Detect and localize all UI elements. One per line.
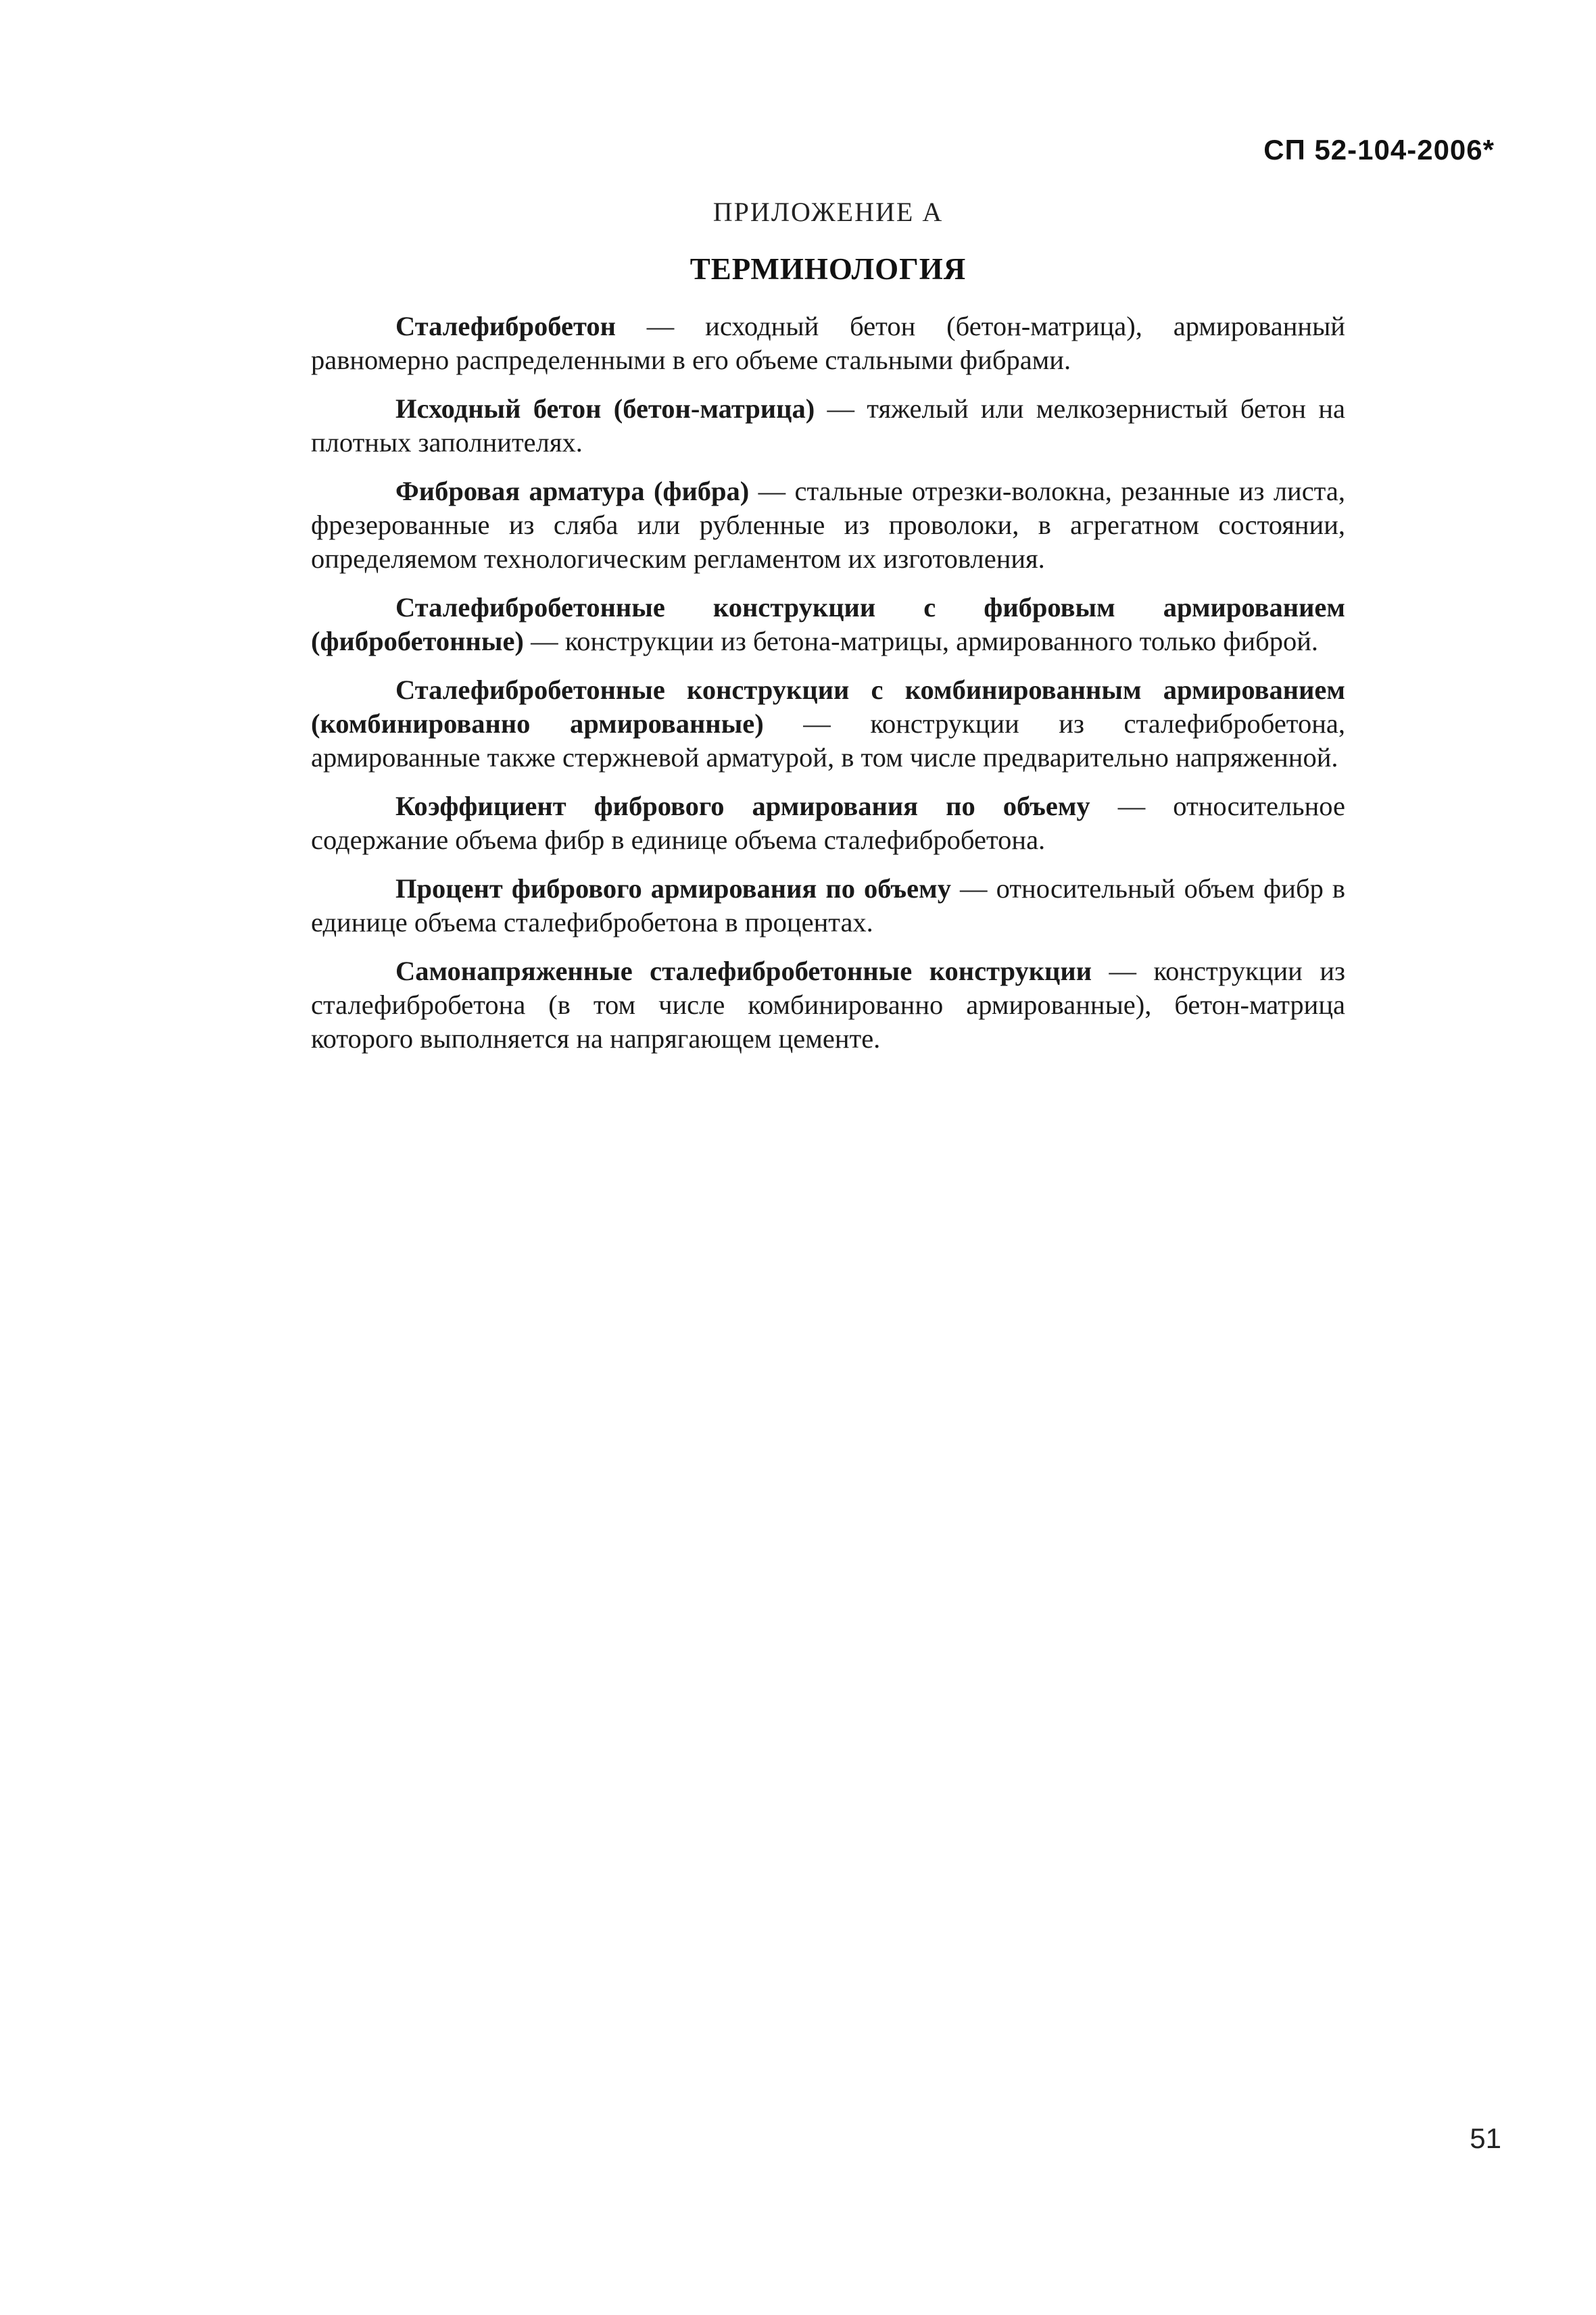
term-definition: — стальные отрезки-волокна, резанные из листа, фрезерованные из сляба или рубленные из проволоки, в агрегатном состоянии, определяемом технологическим регламентом их изготовления. — [311, 476, 1345, 574]
term-name: Сталефибробетонные конструкции с комбинированным армированием (комбинированно армированные) — [311, 675, 1345, 739]
term-entry — [311, 392, 1345, 460]
term-name: Процент фибрового армирования по объему — [395, 873, 951, 904]
term-name: Коэффициент фибрового армирования по объему — [395, 791, 1090, 821]
term-name: Фибровая арматура (фибра) — [395, 476, 750, 506]
section-title: ТЕРМИНОЛОГИЯ — [690, 252, 967, 286]
term-entry — [311, 872, 1345, 940]
term-entry — [311, 673, 1345, 775]
term-definition: — конструкции из сталефибробетона (в том числе комбинированно армированные), бетон-матрица которого выполняется на напрягающем цементе. — [311, 956, 1345, 1054]
page-number: 51 — [1470, 2122, 1501, 2154]
appendix-label: ПРИЛОЖЕНИЕ А — [712, 197, 944, 227]
term-definition: — исходный бетон (бетон-матрица), армированный равномерно распределенными в его объеме стальными фибрами. — [311, 311, 1345, 375]
term-name: Сталефибробетонные конструкции с фибровым армированием (фибробетонные) — [311, 592, 1345, 656]
terms-list — [311, 310, 1345, 1071]
term-definition: — конструкции из сталефибробетона, армированные также стержневой арматурой, в том числе предварительно напряженной. — [311, 708, 1345, 773]
term-name: Сталефибробетон — [395, 311, 616, 341]
term-name: Самонапряженные сталефибробетонные конструкции — [395, 956, 1092, 986]
term-definition: — тяжелый или мелкозернистый бетон на плотных заполнителях. — [311, 393, 1345, 458]
term-entry — [311, 310, 1345, 377]
term-definition: — относительное содержание объема фибр в единице объема сталефибробетона. — [311, 791, 1345, 855]
term-name: Исходный бетон (бетон-матрица) — [395, 393, 815, 424]
term-definition: — относительный объем фибр в единице объема сталефибробетона в процентах. — [311, 873, 1346, 937]
term-entry — [311, 591, 1345, 658]
term-entry — [311, 474, 1345, 576]
term-definition: — конструкции из бетона-матрицы, армированного только фиброй. — [523, 626, 1319, 656]
term-entry — [311, 789, 1345, 857]
term-entry — [311, 954, 1345, 1056]
document-code: СП 52-104-2006* — [1263, 134, 1495, 166]
